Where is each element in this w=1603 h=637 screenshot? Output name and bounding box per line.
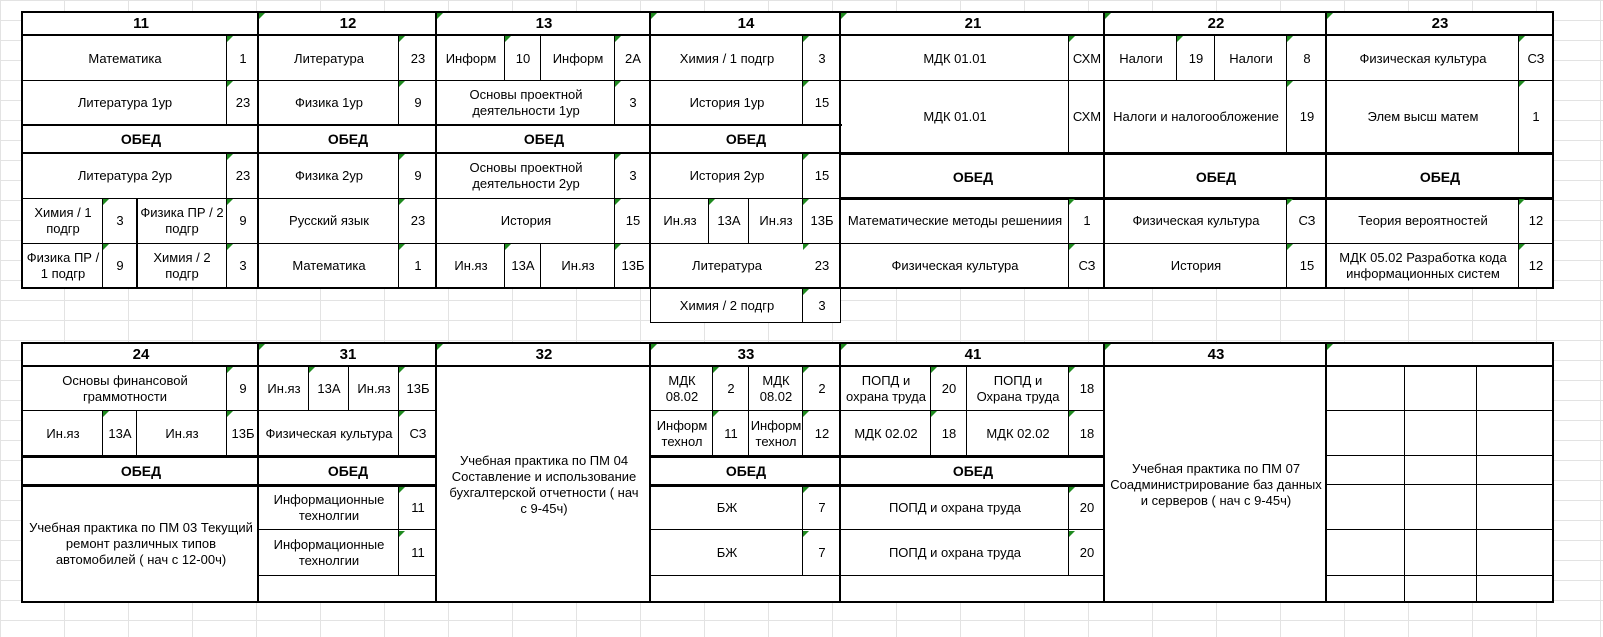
subject-cell: Физическая культура <box>1105 199 1287 243</box>
room-cell: 3 <box>803 289 841 323</box>
comment-marker-icon <box>437 13 443 19</box>
group-header: 12 <box>259 12 437 35</box>
comment-marker-icon <box>103 199 109 205</box>
comment-marker-icon <box>259 344 265 350</box>
comment-marker-icon <box>1105 344 1111 350</box>
comment-marker-icon <box>1069 199 1075 205</box>
comment-marker-icon <box>227 36 233 42</box>
comment-marker-icon <box>1519 244 1525 250</box>
comment-marker-icon <box>709 199 715 205</box>
room-cell: 13А <box>103 411 137 456</box>
lunch-cell: ОБЕД <box>1327 154 1553 199</box>
comment-marker-icon <box>399 199 405 205</box>
comment-marker-icon <box>103 244 109 250</box>
subject-cell: ПОПД и охрана труда <box>841 486 1069 530</box>
room-cell: 7 <box>803 486 841 530</box>
subject-cell: Математика <box>259 243 399 288</box>
comment-marker-icon <box>615 244 621 250</box>
room-cell: 23 <box>399 36 437 81</box>
subject-cell: Ин.яз <box>437 243 505 288</box>
group-header: 23 <box>1327 12 1553 35</box>
room-cell: 10 <box>505 36 541 81</box>
comment-marker-icon <box>803 244 809 250</box>
comment-marker-icon <box>1327 344 1333 350</box>
room-cell: 12 <box>1519 199 1553 243</box>
comment-marker-icon <box>227 199 233 205</box>
subject-cell: Физика 2ур <box>259 153 399 198</box>
comment-marker-icon <box>803 81 809 87</box>
comment-marker-icon <box>437 344 443 350</box>
subject-cell: Теория вероятностей <box>1327 199 1519 243</box>
group-header: 11 <box>23 12 259 35</box>
comment-marker-icon <box>227 244 233 250</box>
comment-marker-icon <box>651 13 657 19</box>
room-cell: 15 <box>1287 243 1327 288</box>
room-cell: 11 <box>399 530 437 576</box>
lunch-cell: ОБЕД <box>23 456 259 485</box>
room-cell: 9 <box>399 81 437 125</box>
comment-marker-icon <box>505 244 511 250</box>
comment-marker-icon <box>615 81 621 87</box>
subject-cell: Литература 1ур <box>23 81 227 125</box>
subject-cell: Информ <box>541 36 615 81</box>
comment-marker-icon <box>615 36 621 42</box>
subject-cell: Ин.яз <box>349 367 399 411</box>
comment-marker-icon <box>1327 13 1333 19</box>
room-cell: 20 <box>931 367 967 411</box>
comment-marker-icon <box>309 367 315 373</box>
comment-marker-icon <box>615 154 621 160</box>
empty-cell <box>259 576 437 602</box>
subject-cell: Основы проектной деятельности 1ур <box>437 81 615 125</box>
subject-cell: Информ технол <box>651 411 713 456</box>
room-cell: СЗ <box>1287 199 1327 243</box>
comment-marker-icon <box>505 36 511 42</box>
subject-cell: МДК 02.02 <box>967 411 1069 456</box>
subject-cell: Физика ПР / 2 подгр <box>137 199 227 243</box>
group-header: 43 <box>1105 344 1327 366</box>
room-cell: 18 <box>931 411 967 456</box>
room-cell: 3 <box>615 81 651 125</box>
subject-cell: МДК 08.02 <box>651 367 713 411</box>
subject-cell: Налоги и налогообложение <box>1105 81 1287 153</box>
comment-marker-icon <box>1519 36 1525 42</box>
comment-marker-icon <box>227 81 233 87</box>
subject-cell: Химия / 2 подгр <box>651 289 803 323</box>
subject-cell: МДК 01.01 <box>841 81 1069 153</box>
room-cell: 8 <box>1287 36 1327 81</box>
comment-marker-icon <box>803 487 809 493</box>
subject-cell: Математические методы решениия <box>841 199 1069 243</box>
room-cell: 3 <box>803 36 841 81</box>
comment-marker-icon <box>651 344 657 350</box>
subject-cell: ПОПД и Охрана труда <box>967 367 1069 411</box>
lunch-cell: ОБЕД <box>651 456 841 485</box>
room-cell: 9 <box>399 153 437 198</box>
comment-marker-icon <box>841 344 847 350</box>
room-cell: 13А <box>709 199 749 243</box>
subject-cell: Физика 1ур <box>259 81 399 125</box>
comment-marker-icon <box>399 411 405 417</box>
comment-marker-icon <box>399 36 405 42</box>
comment-marker-icon <box>1105 13 1111 19</box>
comment-marker-icon <box>803 411 809 417</box>
comment-marker-icon <box>259 13 265 19</box>
group-header: 13 <box>437 12 651 35</box>
room-cell: 15 <box>615 199 651 243</box>
room-cell: 3 <box>615 153 651 198</box>
comment-marker-icon <box>1519 81 1525 87</box>
subject-cell: Ин.яз <box>541 243 615 288</box>
comment-marker-icon <box>399 531 405 537</box>
comment-marker-icon <box>103 411 109 417</box>
subject-cell: Литература <box>651 243 803 288</box>
subject-cell: Ин.яз <box>23 411 103 456</box>
group-header-empty <box>1327 344 1553 366</box>
room-cell: СЗ <box>399 411 437 456</box>
comment-marker-icon <box>713 367 719 373</box>
subject-cell: Математика <box>23 36 227 81</box>
comment-marker-icon <box>399 487 405 493</box>
lunch-cell: ОБЕД <box>23 125 259 153</box>
room-cell: 15 <box>803 153 841 198</box>
room-cell: 13Б <box>615 243 651 288</box>
comment-marker-icon <box>803 199 809 205</box>
room-cell: 23 <box>227 153 259 198</box>
comment-marker-icon <box>1519 199 1525 205</box>
subject-cell: Физическая культура <box>259 411 399 456</box>
subject-cell: МДК 01.01 <box>841 36 1069 81</box>
room-cell: 7 <box>803 530 841 576</box>
lunch-cell: ОБЕД <box>651 125 841 153</box>
room-cell: 23 <box>399 199 437 243</box>
room-cell: 13А <box>309 367 349 411</box>
subject-cell: Ин.яз <box>137 411 227 456</box>
subject-cell: Ин.яз <box>259 367 309 411</box>
room-cell: 1 <box>1519 81 1553 153</box>
lunch-cell: ОБЕД <box>841 456 1105 485</box>
room-cell: СХМ <box>1069 36 1105 81</box>
room-cell: 13Б <box>399 367 437 411</box>
subject-cell: МДК 08.02 <box>749 367 803 411</box>
room-cell: 9 <box>103 243 137 288</box>
group-header: 21 <box>841 12 1105 35</box>
comment-marker-icon <box>227 154 233 160</box>
comment-marker-icon <box>1069 531 1075 537</box>
room-cell: 19 <box>1287 81 1327 153</box>
room-cell: 9 <box>227 199 259 243</box>
group-header: 41 <box>841 344 1105 366</box>
comment-marker-icon <box>1287 81 1293 87</box>
subject-cell: История <box>1105 243 1287 288</box>
subject-cell: Ин.яз <box>651 199 709 243</box>
subject-cell: Информационные технолгии <box>259 486 399 530</box>
subject-cell: Информ технол <box>749 411 803 456</box>
comment-marker-icon <box>803 36 809 42</box>
group-header: 31 <box>259 344 437 366</box>
room-cell: 11 <box>399 486 437 530</box>
room-cell: СЗ <box>1069 243 1105 288</box>
subject-cell: Элем высш матем <box>1327 81 1519 153</box>
subject-cell: МДК 02.02 <box>841 411 931 456</box>
subject-cell: Физическая культура <box>841 243 1069 288</box>
lunch-cell: ОБЕД <box>841 154 1105 199</box>
subject-cell: Ин.яз <box>749 199 803 243</box>
subject-cell: Основы проектной деятельности 2ур <box>437 153 615 198</box>
comment-marker-icon <box>803 154 809 160</box>
subject-cell: История <box>437 199 615 243</box>
comment-marker-icon <box>803 289 809 295</box>
room-cell: 1 <box>1069 199 1105 243</box>
subject-cell: БЖ <box>651 486 803 530</box>
subject-cell: Химия / 1 подгр <box>651 36 803 81</box>
room-cell: 23 <box>803 243 841 288</box>
room-cell: 9 <box>227 367 259 411</box>
comment-marker-icon <box>615 199 621 205</box>
subject-cell: ПОПД и охрана труда <box>841 530 1069 576</box>
subject-cell: Литература <box>259 36 399 81</box>
room-cell: 23 <box>227 81 259 125</box>
comment-marker-icon <box>841 13 847 19</box>
subject-cell: Основы финансовой граммотности <box>23 367 227 411</box>
subject-cell: Физическая культура <box>1327 36 1519 81</box>
room-cell: 13Б <box>803 199 841 243</box>
comment-marker-icon <box>399 81 405 87</box>
subject-cell: Информационные технолгии <box>259 530 399 576</box>
room-cell: СХМ <box>1069 81 1105 153</box>
room-cell: 18 <box>1069 411 1105 456</box>
comment-marker-icon <box>803 531 809 537</box>
subject-cell: История 1ур <box>651 81 803 125</box>
room-cell: СЗ <box>1519 36 1553 81</box>
lunch-cell: ОБЕД <box>437 125 651 153</box>
comment-marker-icon <box>713 411 719 417</box>
subject-cell: БЖ <box>651 530 803 576</box>
lunch-cell: ОБЕД <box>259 456 437 485</box>
subject-cell: ПОПД и охрана труда <box>841 367 931 411</box>
room-cell: 2 <box>713 367 749 411</box>
room-cell: 15 <box>803 81 841 125</box>
subject-cell: Химия / 1 подгр <box>23 199 103 243</box>
comment-marker-icon <box>1069 244 1075 250</box>
room-cell: 1 <box>399 243 437 288</box>
comment-marker-icon <box>227 367 233 373</box>
comment-marker-icon <box>399 244 405 250</box>
subject-cell: Физика ПР / 1 подгр <box>23 243 103 288</box>
room-cell: 2А <box>615 36 651 81</box>
room-cell: 1 <box>227 36 259 81</box>
subject-cell: Русский язык <box>259 199 399 243</box>
group-header: 33 <box>651 344 841 366</box>
subject-cell: Литература 2ур <box>23 153 227 198</box>
room-cell: 12 <box>803 411 841 456</box>
comment-marker-icon <box>1069 411 1075 417</box>
group-header: 14 <box>651 12 841 35</box>
comment-marker-icon <box>399 154 405 160</box>
comment-marker-icon <box>1069 367 1075 373</box>
subject-cell: История 2ур <box>651 153 803 198</box>
practice-cell: Учебная практика по ПМ 03 Текущий ремонт различных типов автомобилей ( нач с 12-00ч) <box>23 486 259 602</box>
comment-marker-icon <box>227 411 233 417</box>
comment-marker-icon <box>1287 36 1293 42</box>
room-cell: 19 <box>1177 36 1215 81</box>
room-cell: 12 <box>1519 243 1553 288</box>
comment-marker-icon <box>1287 199 1293 205</box>
comment-marker-icon <box>399 367 405 373</box>
subject-cell: Налоги <box>1215 36 1287 81</box>
practice-cell: Учебная практика по ПМ 07 Соадминистрирование баз данных и серверов ( нач с 9-45ч) <box>1105 367 1327 602</box>
subject-cell: Химия / 2 подгр <box>137 243 227 288</box>
room-cell: 3 <box>227 243 259 288</box>
room-cell: 13А <box>505 243 541 288</box>
empty-cell <box>651 576 1105 602</box>
comment-marker-icon <box>803 367 809 373</box>
comment-marker-icon <box>1287 244 1293 250</box>
room-cell: 11 <box>713 411 749 456</box>
room-cell: 3 <box>103 199 137 243</box>
group-header: 22 <box>1105 12 1327 35</box>
comment-marker-icon <box>1069 487 1075 493</box>
comment-marker-icon <box>1069 36 1075 42</box>
comment-marker-icon <box>931 367 937 373</box>
room-cell: 20 <box>1069 530 1105 576</box>
comment-marker-icon <box>931 411 937 417</box>
lunch-cell: ОБЕД <box>1105 154 1327 199</box>
group-header: 32 <box>437 344 651 366</box>
comment-marker-icon <box>1177 36 1183 42</box>
room-cell: 2 <box>803 367 841 411</box>
lunch-cell: ОБЕД <box>259 125 437 153</box>
subject-cell: Налоги <box>1105 36 1177 81</box>
room-cell: 20 <box>1069 486 1105 530</box>
practice-cell: Учебная практика по ПМ 04 Составление и использование бухгалтерской отчетности ( нач с 9-45ч) <box>437 367 651 602</box>
room-cell: 13Б <box>227 411 259 456</box>
room-cell: 18 <box>1069 367 1105 411</box>
group-header: 24 <box>23 344 259 366</box>
subject-cell: Информ <box>437 36 505 81</box>
subject-cell: МДК 05.02 Разработка кода информационных систем <box>1327 243 1519 288</box>
